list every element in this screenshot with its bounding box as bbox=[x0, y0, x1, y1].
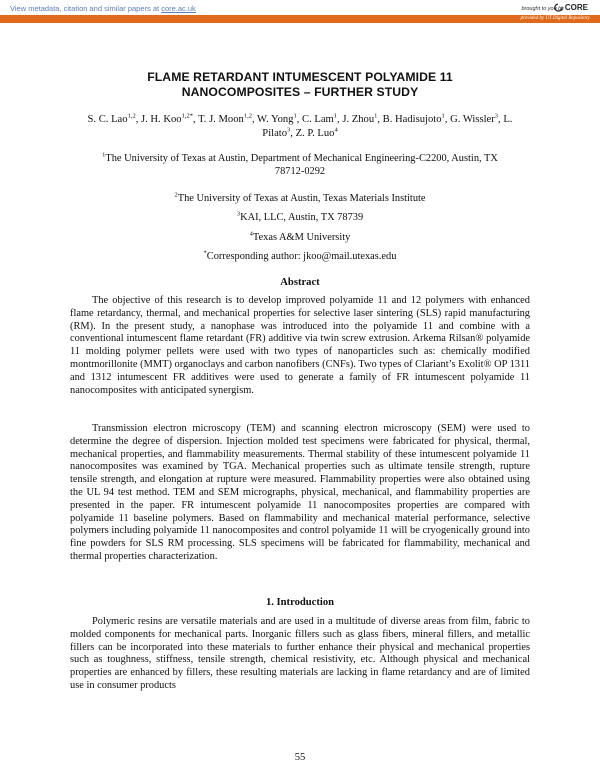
author-affiliation-mark: 3 bbox=[287, 126, 291, 134]
page-number: 55 bbox=[294, 752, 306, 763]
repository-label: provided by UT Digital Repository bbox=[520, 16, 590, 21]
author-affiliation-mark: 1 bbox=[293, 112, 297, 120]
core-link[interactable]: core.ac.uk bbox=[161, 4, 196, 13]
corresponding-author: *Corresponding author: jkoo@mail.utexas.edu bbox=[203, 249, 397, 262]
brought-by-label: brought to you by bbox=[521, 6, 564, 12]
affiliation-2: $^2$The University of Texas at Austin, Texas Materials Institute bbox=[174, 191, 426, 204]
affiliation-3: $^3$KAI, LLC, Austin, TX 78739 bbox=[236, 210, 364, 223]
abstract-heading: Abstract bbox=[280, 277, 320, 288]
author-affiliation-mark: 1 bbox=[374, 112, 378, 120]
author-name: L. Pilato bbox=[262, 114, 513, 139]
author-affiliation-mark: 1 bbox=[333, 112, 338, 120]
author-name: B. Hadisujoto bbox=[382, 114, 442, 125]
author-list: S. C. Lao$^{1,2}$, J. H. Koo$^{1,2*}$, T. J. Moon$^{1,2}$, W. Yong$^1$, C. Lam$^1$, J. Zhou$^1$, B. Hadisujoto$^1$, G. Wissler$^3$, L. Pilato$^3$, Z. P. Luo$^4$ bbox=[87, 112, 513, 139]
author-name: G. Wissler bbox=[450, 114, 495, 125]
core-banner bbox=[0, 0, 600, 14]
affiliation-4: $^4$Texas A&M University bbox=[249, 230, 351, 243]
author-name: J. H. Koo bbox=[140, 114, 182, 125]
author-name: W. Yong bbox=[257, 114, 294, 125]
core-logo-icon bbox=[554, 3, 563, 12]
author-name: S. C. Lao bbox=[87, 114, 128, 125]
author-affiliation-mark: 1 bbox=[441, 112, 445, 120]
author-affiliation-mark: 3 bbox=[494, 112, 499, 120]
paper-title: FLAME RETARDANT INTUMESCENT POLYAMIDE 11 NANOCOMPOSITES – FURTHER STUDY bbox=[147, 70, 453, 99]
author-name: J. Zhou bbox=[342, 114, 375, 125]
author-affiliation-mark: 1,2* bbox=[181, 112, 193, 120]
author-affiliation-mark: 4 bbox=[334, 126, 338, 134]
affiliation-1: $^1$The University of Texas at Austin, Department of Mechanical Engineering-C2200, Austin, TX 78712-0292 bbox=[102, 151, 498, 177]
author-affiliation-mark: 1,2 bbox=[243, 112, 252, 120]
introduction-heading: 1. Introduction bbox=[265, 597, 335, 608]
core-metadata-link[interactable]: View metadata, citation and similar papers at core.ac.uk bbox=[10, 4, 196, 13]
author-name: Z. P. Luo bbox=[295, 128, 335, 139]
abstract-paragraph-1: The objective of this research is to develop improved polyamide 11 and 12 polymers with enhanced flame retardancy, thermal, and mechanical properties for selective laser sintering (SLS) rapid manufacturing (RM). In the present study, a nanophase was introduced into the polyamide 11 and combine with a conventional intumescent flame retardant (FR) additive via twin screw extrusion. Arkema Rilsan® polyamide 11 molding polymer pellets were used with two types of nanoparticles such as: chemically modified montmorillonite (MMT) organoclays and carbon nanofibers (CNFs). Two types of Clariant’s Exolit® OP 1311 and 1312 intumescent FR additives were used to generate a family of FR intumescent polyamide 11 nanocomposites with anticipated synergism. bbox=[70, 295, 530, 396]
core-logo[interactable]: CORE bbox=[554, 3, 588, 12]
repository-bar[interactable] bbox=[0, 15, 600, 23]
introduction-paragraph-1: Polymeric resins are versatile materials and are used in a multitude of diverse areas from film, fabric to molded components for mechanical parts. Inorganic fillers such as glass fibers, mineral fillers, and metallic fillers can be incorporated into these materials to further enhance their physical and mechanical properties such as toughness, stiffness, tensile strength, chemical resistivity, etc. Although physical and mechanical properties are enhanced by fillers, these resulting materials are lacking in flame retardancy and are of limited use in consumer products bbox=[70, 616, 530, 691]
abstract-paragraph-2: Transmission electron microscopy (TEM) and scanning electron microscopy (SEM) were used to determine the degree of dispersion. Injection molded test specimens were fabricated for physical, thermal, mechanical properties, and flammability measurements. Thermal stability of these intumescent polyamide 11 nanocomposites was examined by TGA. Mechanical properties such as ultimate tensile strength, rupture tensile strength, and elongation at rupture were measured. Flammability properties were also obtained using the UL 94 test method. TEM and SEM micrographs, physical, mechanical, and flammability properties are presented in the paper. FR intumescent polyamide 11 nanocomposites properties are compared with polyamide 11 baseline polymers. Based on flammability and mechanical material performance, selective polymers including polyamide 11 nanocomposites and control polyamide 11 will be cryogenically ground into fine powders for SLS RM processing. SLS specimens will be fabricated for flammability, mechanical and thermal properties characterization. bbox=[70, 423, 530, 562]
author-affiliation-mark: 1,2 bbox=[127, 112, 136, 120]
author-name: T. J. Moon bbox=[198, 114, 244, 125]
author-name: C. Lam bbox=[302, 114, 334, 125]
